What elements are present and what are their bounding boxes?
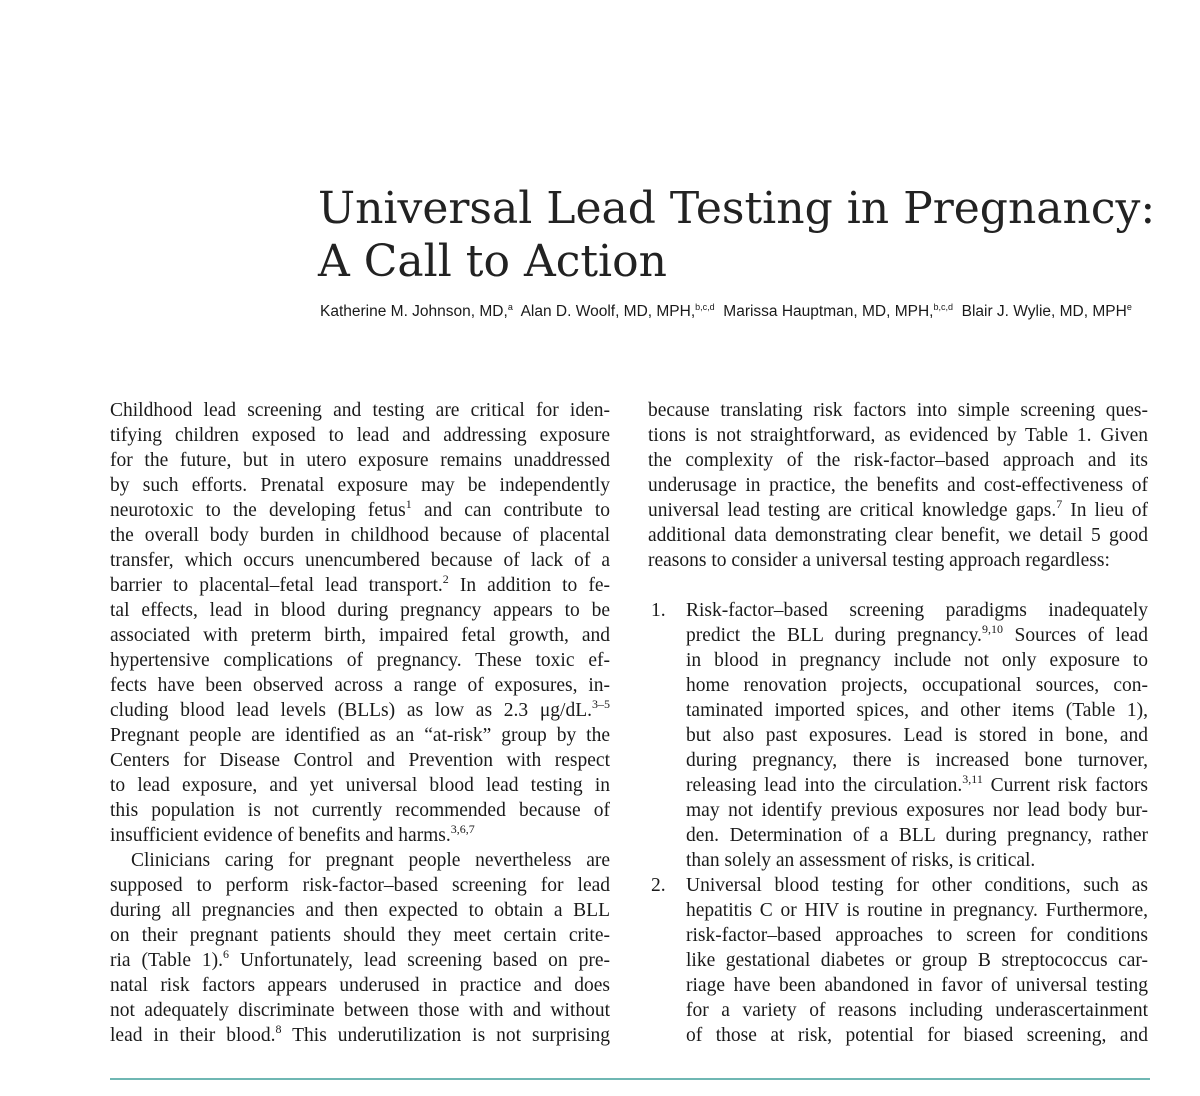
text-line: by such efforts. Prenatal exposure may be independently: [110, 475, 610, 496]
list-item: [648, 598, 1148, 873]
text-line: barrier to placental–fetal lead transport.$^2$ In addition to fe-: [110, 572, 610, 596]
text-line: insufficient evidence of benefits and harms.$^{3,6,7}$: [110, 822, 475, 846]
text-line: of those at risk, potential for biased screening, and: [686, 1025, 1148, 1046]
text-line: for a variety of reasons including underascertainment: [686, 1000, 1148, 1021]
text-line: but also past exposures. Lead is stored in bone, and: [686, 725, 1148, 746]
text-line: than solely an assessment of risks, is critical.: [686, 850, 1036, 871]
text-line: during all pregnancies and then expected to obtain a BLL: [110, 900, 610, 921]
paragraph: [648, 398, 1148, 573]
author-name: Marissa Hauptman, MD, MPH,: [723, 303, 934, 320]
author-affiliation: e: [1126, 302, 1132, 312]
text-line: not adequately discriminate between those with and without: [110, 1000, 610, 1021]
text-line: tifying children exposed to lead and addressing exposure: [110, 425, 610, 446]
text-line: Risk-factor–based screening paradigms inadequately: [686, 600, 1148, 621]
author-affiliation: a: [507, 302, 513, 312]
list-item: [648, 873, 1148, 1048]
citation-ref: 2: [442, 572, 449, 586]
list-number: 1.: [651, 600, 666, 621]
text-line: for the future, but in utero exposure remains unaddressed: [110, 450, 610, 471]
text-line: den. Determination of a BLL during pregnancy, rather: [686, 825, 1148, 846]
article-title: [318, 182, 1178, 288]
text-line: hepatitis C or HIV is routine in pregnancy. Furthermore,: [686, 900, 1148, 921]
footer-divider: [110, 1078, 1150, 1080]
text-line: fects have been observed across a range of exposures, in-: [110, 675, 610, 696]
text-line: hypertensive complications of pregnancy. These toxic ef-: [110, 650, 610, 671]
paragraph: [110, 398, 610, 848]
text-line: riage have been abandoned in favor of universal testing: [686, 975, 1148, 996]
title-line-2: A Call to Action: [318, 236, 667, 287]
text-line: may not identify previous exposures nor lead body bur-: [686, 800, 1148, 821]
citation-ref: 9,10: [981, 622, 1003, 636]
citation-ref: 6: [223, 947, 230, 961]
text-line: lead in their blood.$^8$ This underutilization is not surprising: [110, 1022, 610, 1046]
text-line: like gestational diabetes or group B streptococcus car-: [686, 950, 1148, 971]
text-line: neurotoxic to the developing fetus$^1$ and can contribute to: [110, 497, 610, 521]
citation-ref: 7: [1056, 497, 1063, 511]
text-line: during pregnancy, there is increased bone turnover,: [686, 750, 1148, 771]
text-line: risk-factor–based approaches to screen for conditions: [686, 925, 1148, 946]
text-line: ria (Table 1).$^6$ Unfortunately, lead screening based on pre-: [110, 947, 610, 971]
citation-ref: 1: [405, 497, 412, 511]
text-line: Childhood lead screening and testing are critical for iden-: [110, 400, 610, 421]
text-line: this population is not currently recommended because of: [110, 800, 610, 821]
text-line: taminated imported spices, and other items (Table 1),: [686, 700, 1148, 721]
left-column: [110, 398, 610, 1048]
text-line: natal risk factors appears underused in practice and does: [110, 975, 610, 996]
author-name: Blair J. Wylie, MD, MPH: [961, 303, 1127, 320]
text-line: the overall body burden in childhood because of placental: [110, 525, 610, 546]
text-line: Pregnant people are identified as an “at-risk” group by the: [110, 725, 610, 746]
author-list: [320, 303, 1180, 321]
author-affiliation: b,c,d: [695, 302, 715, 312]
text-line: universal lead testing are critical knowledge gaps.$^7$ In lieu of: [648, 497, 1148, 521]
citation-ref: 8: [275, 1022, 282, 1036]
text-line: transfer, which occurs unencumbered because of lack of a: [110, 550, 610, 571]
text-line: in blood in pregnancy include not only exposure to: [686, 650, 1148, 671]
text-line: supposed to perform risk-factor–based screening for lead: [110, 875, 610, 896]
text-line: tal effects, lead in blood during pregnancy appears to be: [110, 600, 610, 621]
author-name: Alan D. Woolf, MD, MPH,: [520, 303, 696, 320]
text-line: to lead exposure, and yet universal blood lead testing in: [110, 775, 610, 796]
citation-ref: 3,11: [962, 772, 983, 786]
right-column: [648, 398, 1148, 1048]
paragraph: [110, 848, 610, 1048]
text-line: the complexity of the risk-factor–based approach and its: [648, 450, 1148, 471]
text-line: releasing lead into the circulation.$^{3,11}$ Current risk factors: [686, 772, 1148, 796]
text-line: underusage in practice, the benefits and cost-effectiveness of: [648, 475, 1148, 496]
text-line: because translating risk factors into simple screening ques-: [648, 400, 1148, 421]
text-line: cluding blood lead levels (BLLs) as low as 2.3 μg/dL.$^{3-5}$: [110, 697, 610, 721]
citation-ref: 3,6,7: [450, 822, 475, 836]
text-line: Centers for Disease Control and Prevention with respect: [110, 750, 610, 771]
text-line: associated with preterm birth, impaired fetal growth, and: [110, 625, 610, 646]
citation-ref: 3–5: [592, 697, 610, 711]
text-line: predict the BLL during pregnancy.$^{9,10}$ Sources of lead: [686, 622, 1148, 646]
text-line: additional data demonstrating clear benefit, we detail 5 good: [648, 525, 1148, 546]
title-line-1: Universal Lead Testing in Pregnancy:: [318, 183, 1156, 234]
text-line: Universal blood testing for other conditions, such as: [686, 875, 1148, 896]
text-line: reasons to consider a universal testing approach regardless:: [648, 550, 1110, 571]
text-line: home renovation projects, occupational sources, con-: [686, 675, 1148, 696]
author-name: Katherine M. Johnson, MD,: [320, 303, 508, 320]
list-number: 2.: [651, 875, 666, 896]
text-line: Clinicians caring for pregnant people nevertheless are: [131, 850, 610, 871]
author-affiliation: b,c,d: [933, 302, 953, 312]
text-line: tions is not straightforward, as evidenced by Table 1. Given: [648, 425, 1148, 446]
text-line: on their pregnant patients should they meet certain crite-: [110, 925, 610, 946]
